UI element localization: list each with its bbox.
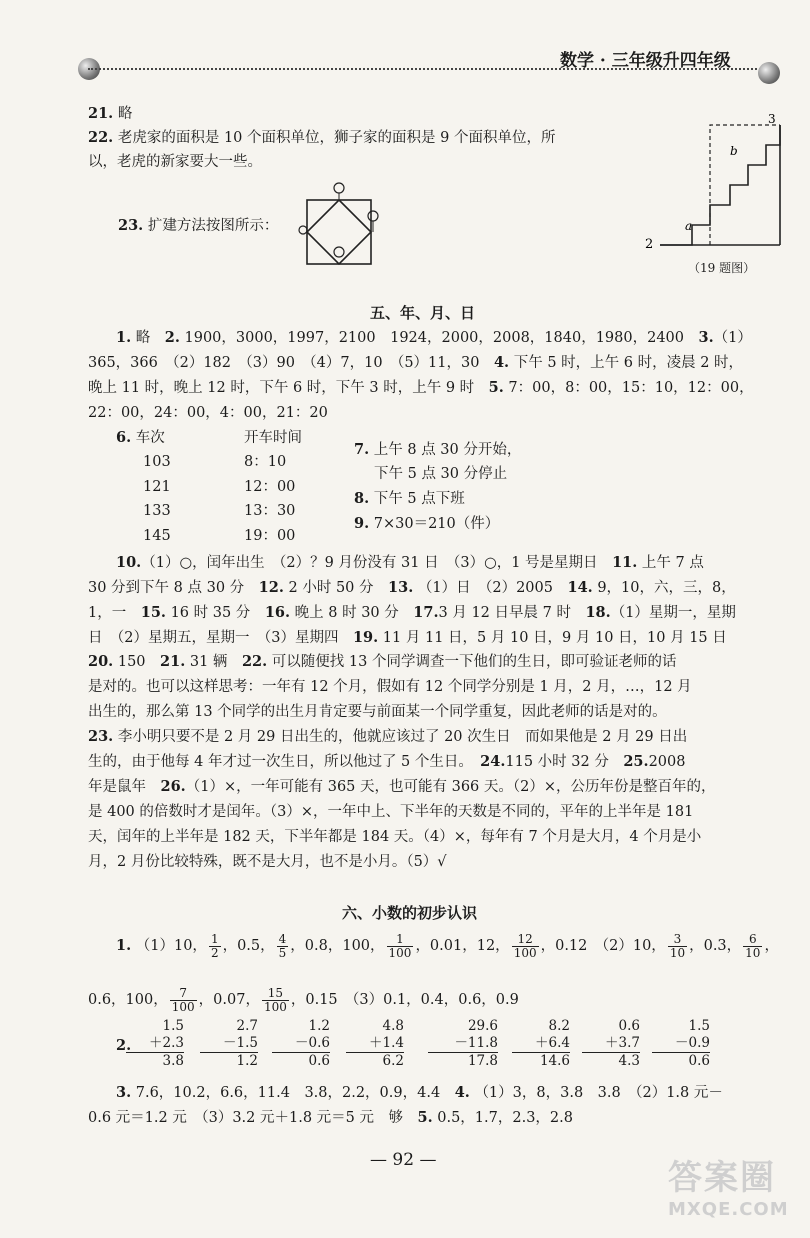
p10-line3: 1，一 15. 16 时 35 分 16. 晚上 8 时 30 分 17.3 月 12 日早晨 7 时 18.（1）星期一，星期 [88, 604, 736, 621]
s6-line4: 0.6 元＝1.2 元 （3）3.2 元＋1.8 元＝5 元 够 5. 0.5，1.7，2.3，2.8 [88, 1109, 573, 1126]
s5-line3: 晚上 11 时，晚上 12 时，下午 6 时，下午 3 时，上午 9 时 5. 7：00，8：00，15：10，12：00， [88, 379, 754, 396]
p10-line4: 日 （2）星期五，星期一 （3）星期四 19. 11 月 11 日，5 月 10 日，9 月 10 日，10 月 15 日 [88, 629, 727, 646]
q6-r3c1: 133 [143, 503, 171, 519]
staircase-outline [660, 125, 780, 245]
s5-line1: 1. 略 2. 1900，3000，1997，2100 1924，2000，2008，1840，1980，2400 3.（1） [116, 329, 752, 346]
q6-r3c2: 13：30 [244, 503, 296, 519]
frac-15-100: $\frac{15}{100}$ [263, 985, 287, 1014]
q6-r4c1: 145 [143, 528, 171, 544]
frac-12-100: $\frac{12}{100}$ [513, 931, 537, 960]
p10-line2: 30 分到下午 8 点 30 分 12. 2 小时 50 分 13. （1）日 （2）2005 14. 9，10，六，三，8， [88, 579, 736, 596]
p10-line7: 出生的，那么第 13 个同学的出生月肯定要与前面某一个同学重复，因此老师的话是对的。 [88, 704, 667, 720]
p10-line6: 是对的。也可以这样思考：一年有 12 个月，假如有 12 个同学分别是 1 月，2 月，…，12 月 [88, 679, 692, 695]
q21: 21. 略 [88, 105, 133, 122]
q6-r4c2: 19：00 [244, 528, 296, 544]
q7-line2: 下午 5 点 30 分停止 [374, 466, 508, 482]
outer-square [307, 200, 371, 264]
p10-line11: 是 400 的倍数时才是闰年。（3）×，一年中上、下半年的天数是不同的，平年的上半年是 181 [88, 804, 694, 820]
s6-line1: 1. （1）10， $\frac{1}{2}$ ，0.5， $\frac{4}{5}$ ，0.8，100， $\frac{1}{100}$ ，0.01，12， $\frac{12}{100}$ ，0.12 （2）10， $\frac{3}{10}$ ，0.3， $\frac{6}{10}$ ， [116, 931, 779, 960]
vcalc-7: 0.6 ＋3.7 4.3 [582, 1018, 640, 1070]
q6-r2c2: 12：00 [244, 479, 296, 495]
q8: 8. 下午 5 点下班 [354, 490, 465, 507]
vcalc-2: 2.7 －1.5 1.2 [200, 1018, 258, 1070]
q23: 23. 扩建方法按图所示： [118, 217, 279, 234]
q6-r1c2: 8：10 [244, 454, 287, 470]
frac-1-100: $\frac{1}{100}$ [388, 931, 412, 960]
tree-left [299, 226, 307, 234]
q19-caption: （19 题图） [688, 261, 756, 275]
vcalc-3: 1.2 －0.6 0.6 [272, 1018, 330, 1070]
tree-top [334, 183, 344, 193]
watermark-url: MXQE.COM [668, 1199, 789, 1220]
s6-line3: 3. 7.6，10.2，6.6，11.4 3.8，2.2，0.9，4.4 4. （1）3，8，3.8 3.8 （2）1.8 元－ [116, 1084, 723, 1101]
p10-line13: 月，2 月份比较特殊，既不是大月，也不是小月。（5）√ [88, 854, 447, 870]
inner-diamond [307, 200, 371, 264]
label-3: 3 [768, 112, 776, 126]
frac-7-100: $\frac{7}{100}$ [171, 985, 195, 1014]
tree-bottom [334, 247, 344, 257]
q19-staircase-figure [640, 110, 790, 270]
label-a: a [685, 219, 693, 233]
vcalc-4: 4.8 ＋1.4 6.2 [346, 1018, 404, 1070]
section-6-title: 六、小数的初步认识 [342, 904, 478, 922]
vcalc-6: 8.2 ＋6.4 14.6 [512, 1018, 570, 1070]
q23-expansion-figure [295, 178, 385, 270]
s6-line2: 0.6，100， $\frac{7}{100}$ ，0.07， $\frac{15}{100}$ ，0.15 （3）0.1，0.4，0.6，0.9 [88, 985, 519, 1014]
s5-line2: 365，366 （2）182 （3）90 （4）7，10 （5）11，30 4. 下午 5 时，上午 6 时，凌晨 2 时， [88, 354, 744, 371]
p10-line12: 天，闰年的上半年是 182 天，下半年都是 184 天。（4）×，每年有 7 个月是大月，4 个月是小 [88, 829, 702, 845]
header-right-ornament [758, 62, 780, 84]
label-2: 2 [645, 237, 654, 252]
s5-line4: 22：00，24：00，4：00，21：20 [88, 405, 328, 421]
frac-6-10: $\frac{6}{10}$ [745, 931, 761, 960]
p10-line5: 20. 150 21. 31 辆 22. 可以随便找 13 个同学调查一下他们的生日，即可验证老师的话 [88, 653, 677, 670]
watermark-logo [668, 1150, 806, 1234]
q22-line2: 以，老虎的新家要大一些。 [88, 154, 262, 170]
q6-col2: 开车时间 [244, 430, 302, 446]
s6-q2-num: 2. [116, 1037, 132, 1054]
vcalc-8: 1.5 －0.9 0.6 [652, 1018, 710, 1070]
p10-line8: 23. 李小明只要不是 2 月 29 日出生的，他就应该过了 20 次生日 而如果他是 2 月 29 日出 [88, 728, 688, 745]
frac-3-10: $\frac{3}{10}$ [669, 931, 686, 960]
q9: 9. 7×30＝210（件） [354, 515, 500, 532]
q6-r2c1: 121 [143, 479, 171, 495]
vcalc-5: 29.6 －11.8 17.8 [428, 1018, 498, 1070]
vcalc-1: 1.5 ＋2.3 3.8 [126, 1018, 184, 1070]
frac-4-5: $\frac{4}{5}$ [278, 931, 287, 960]
frac-1-2: $\frac{1}{2}$ [210, 931, 219, 960]
label-b: b [730, 144, 738, 158]
watermark-text: 答案圈 [668, 1158, 776, 1198]
p10-line1: 10.（1）○，闰年出生 （2）？9 月份没有 31 日 （3）○，1 号是星期日 11. 上午 7 点 [116, 554, 704, 571]
p10-line9: 生的，由于他每 4 年才过一次生日，所以他过了 5 个生日。 24.115 小时 32 分 25.2008 [88, 753, 686, 770]
q6-r1c1: 103 [143, 454, 171, 470]
tree-right [368, 211, 378, 221]
header-title: 数学 · 三年级升四年级 [560, 51, 731, 71]
page-number: — 92 — [370, 1150, 437, 1170]
q6-header: 6. 车次 [116, 429, 165, 446]
q7-line1: 7. 上午 8 点 30 分开始， [354, 441, 522, 458]
section-5-title: 五、年、月、日 [370, 304, 476, 322]
q22-line1: 22. 老虎家的面积是 10 个面积单位，狮子家的面积是 9 个面积单位，所 [88, 129, 556, 146]
p10-line10: 年是鼠年 26.（1）×，一年可能有 365 天，也可能有 366 天。（2）×，公历年份是整百年的， [88, 778, 716, 795]
